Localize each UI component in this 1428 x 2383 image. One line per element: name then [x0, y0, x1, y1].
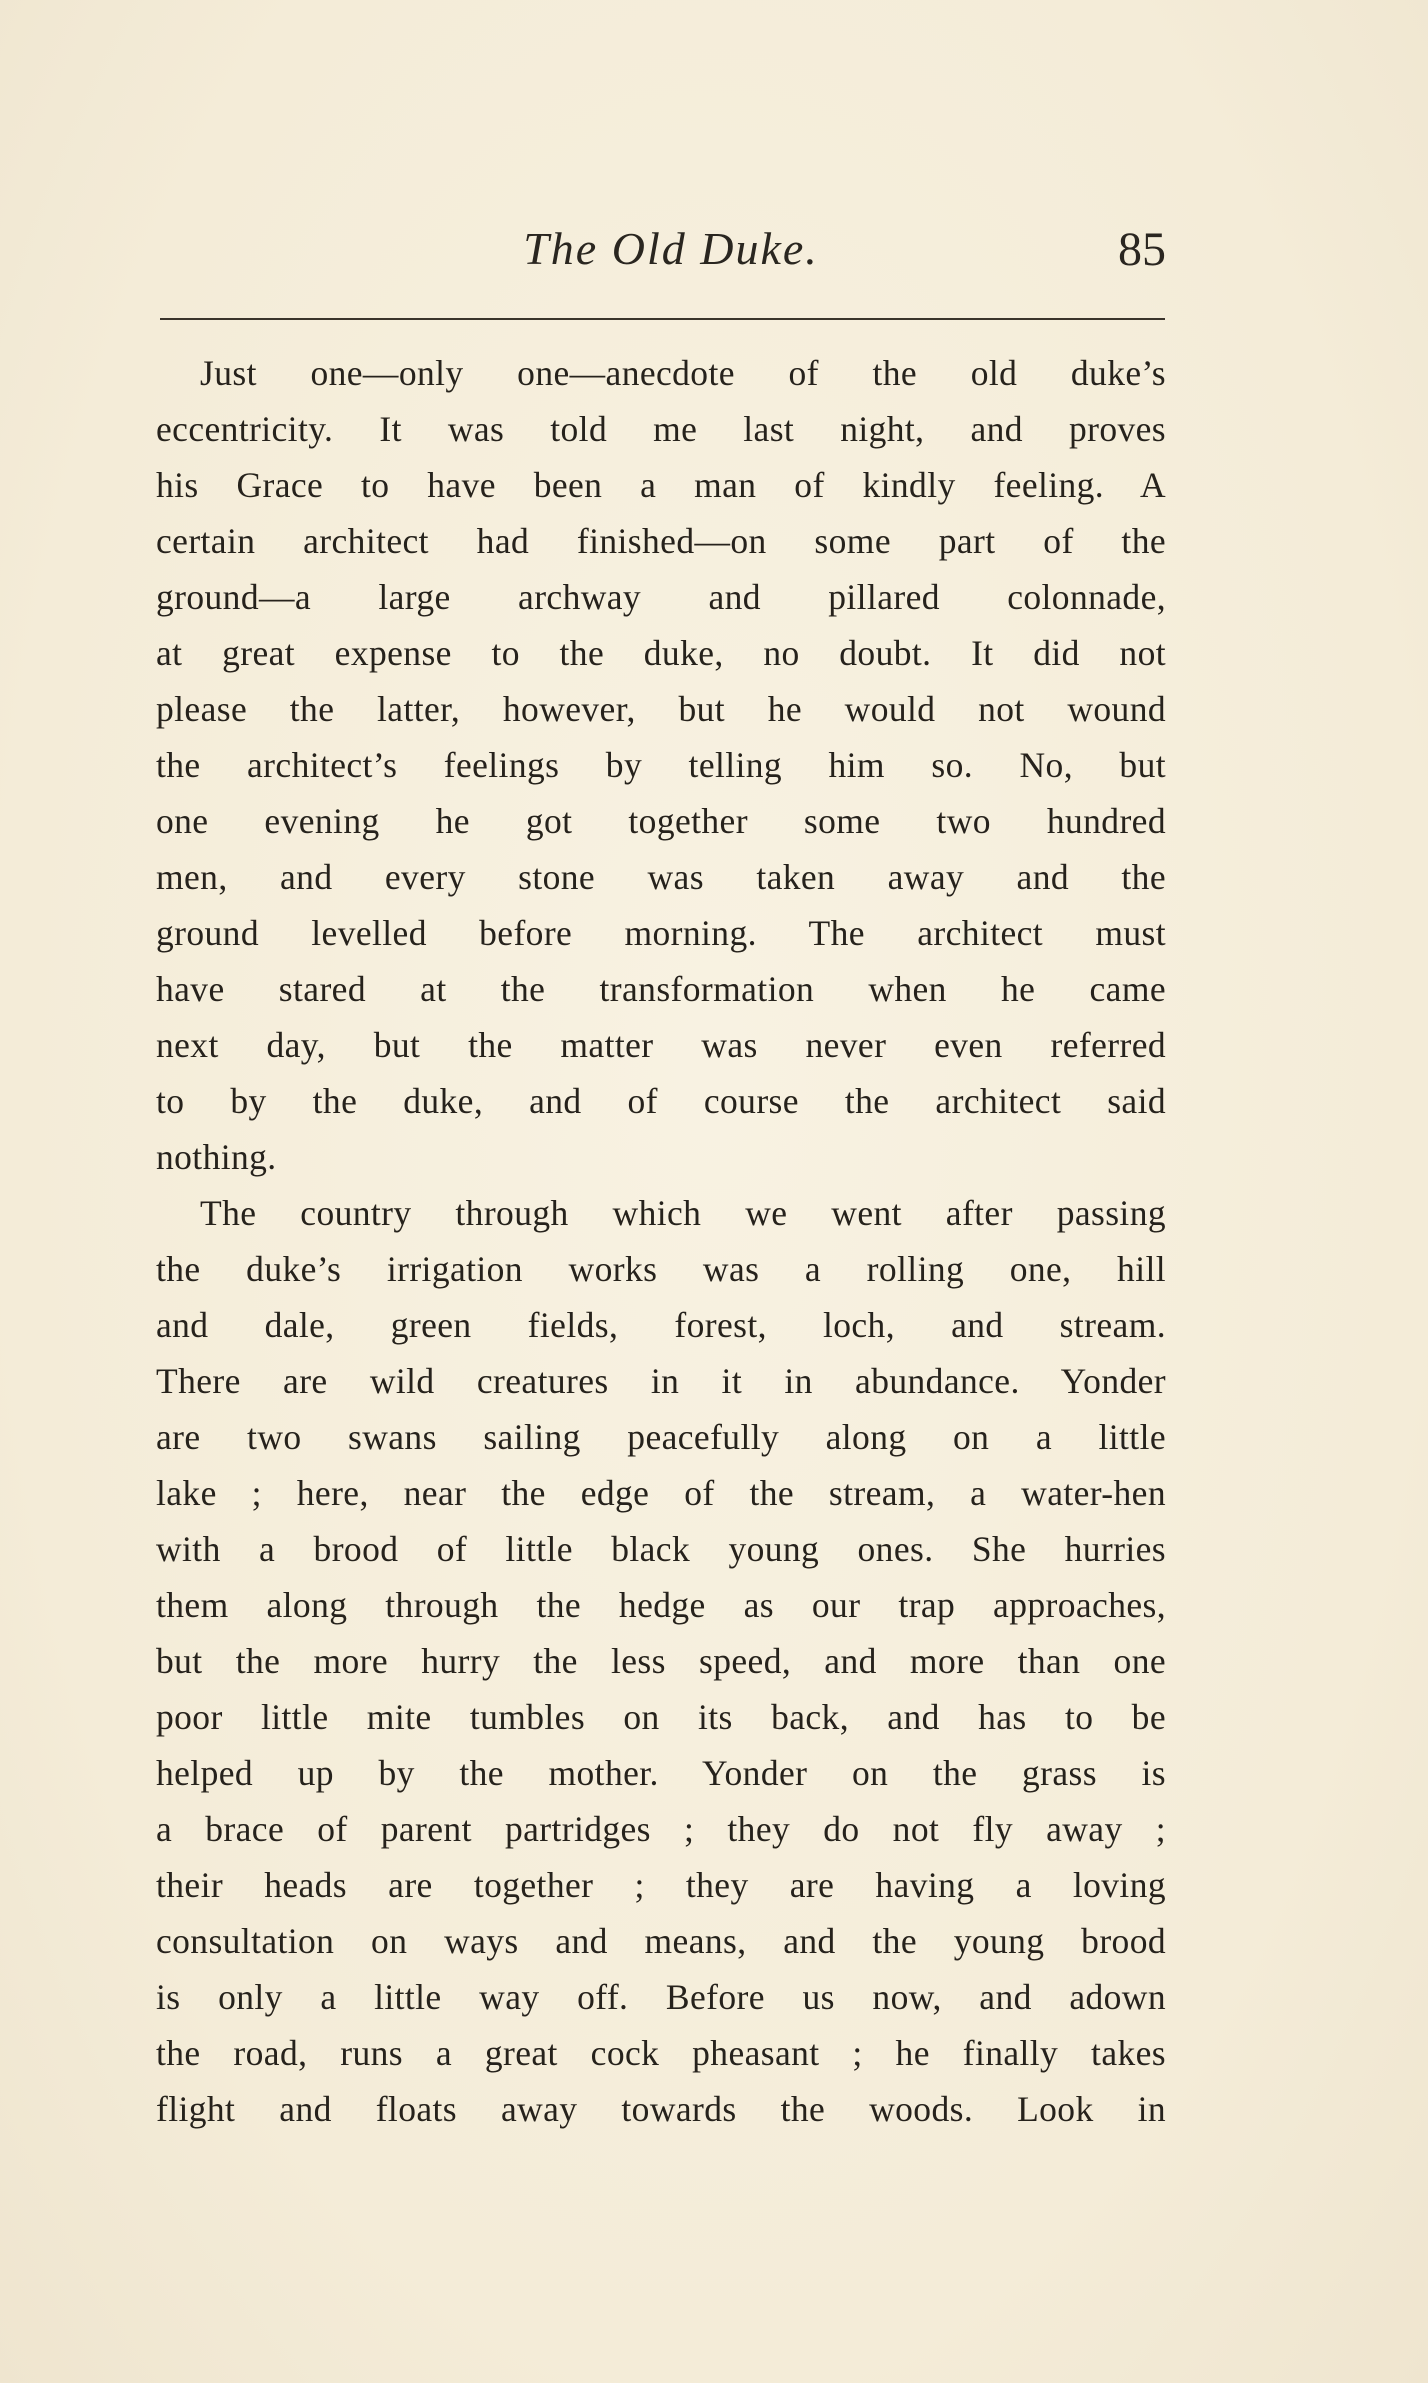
text-line: but the more hurry the less speed, and more than one [156, 1641, 1166, 1681]
text-line: lake ; here, near the edge of the stream, a water-hen [156, 1473, 1166, 1513]
text-line: There are wild creatures in it in abundance. Yonder [156, 1361, 1166, 1401]
text-line: poor little mite tumbles on its back, and has to be [156, 1697, 1166, 1737]
text-line: eccentricity. It was told me last night, and proves [156, 409, 1166, 449]
text-line: certain architect had finished—on some part of the [156, 521, 1166, 561]
text-line: please the latter, however, but he would not wound [156, 689, 1166, 729]
text-line: have stared at the transformation when he came [156, 969, 1166, 1009]
header-rule [160, 318, 1165, 320]
page-number: 85 [1118, 223, 1166, 276]
text-line: his Grace to have been a man of kindly feeling. A [156, 465, 1166, 505]
text-line: flight and floats away towards the woods. Look in [156, 2089, 1166, 2129]
text-line: a brace of parent partridges ; they do not fly away ; [156, 1809, 1166, 1849]
text-line: Just one—only one—anecdote of the old duke’s [200, 353, 1166, 393]
text-line: next day, but the matter was never even referred [156, 1025, 1166, 1065]
text-line: the architect’s feelings by telling him so. No, but [156, 745, 1166, 785]
text-line: helped up by the mother. Yonder on the grass is [156, 1753, 1166, 1793]
text-line: are two swans sailing peacefully along on a little [156, 1417, 1166, 1457]
text-line: their heads are together ; they are having a loving [156, 1865, 1166, 1905]
text-line: is only a little way off. Before us now, and adown [156, 1977, 1166, 2017]
text-line: nothing. [156, 1137, 277, 1177]
text-line: to by the duke, and of course the architect said [156, 1081, 1166, 1121]
text-line: one evening he got together some two hundred [156, 801, 1166, 841]
running-title: The Old Duke. [523, 223, 819, 274]
text-line: the road, runs a great cock pheasant ; he finally takes [156, 2033, 1166, 2073]
running-head [156, 222, 1166, 292]
text-line: ground—a large archway and pillared colonnade, [156, 577, 1166, 617]
text-line: consultation on ways and means, and the young brood [156, 1921, 1166, 1961]
text-line: The country through which we went after passing [200, 1193, 1166, 1233]
text-line: and dale, green fields, forest, loch, and stream. [156, 1305, 1166, 1345]
text-line: them along through the hedge as our trap approaches, [156, 1585, 1166, 1625]
text-line: men, and every stone was taken away and the [156, 857, 1166, 897]
text-line: ground levelled before morning. The architect must [156, 913, 1166, 953]
text-line: the duke’s irrigation works was a rolling one, hill [156, 1249, 1166, 1289]
body-text [156, 345, 1166, 2137]
text-line: at great expense to the duke, no doubt. It did not [156, 633, 1166, 673]
text-line: with a brood of little black young ones. She hurries [156, 1529, 1166, 1569]
